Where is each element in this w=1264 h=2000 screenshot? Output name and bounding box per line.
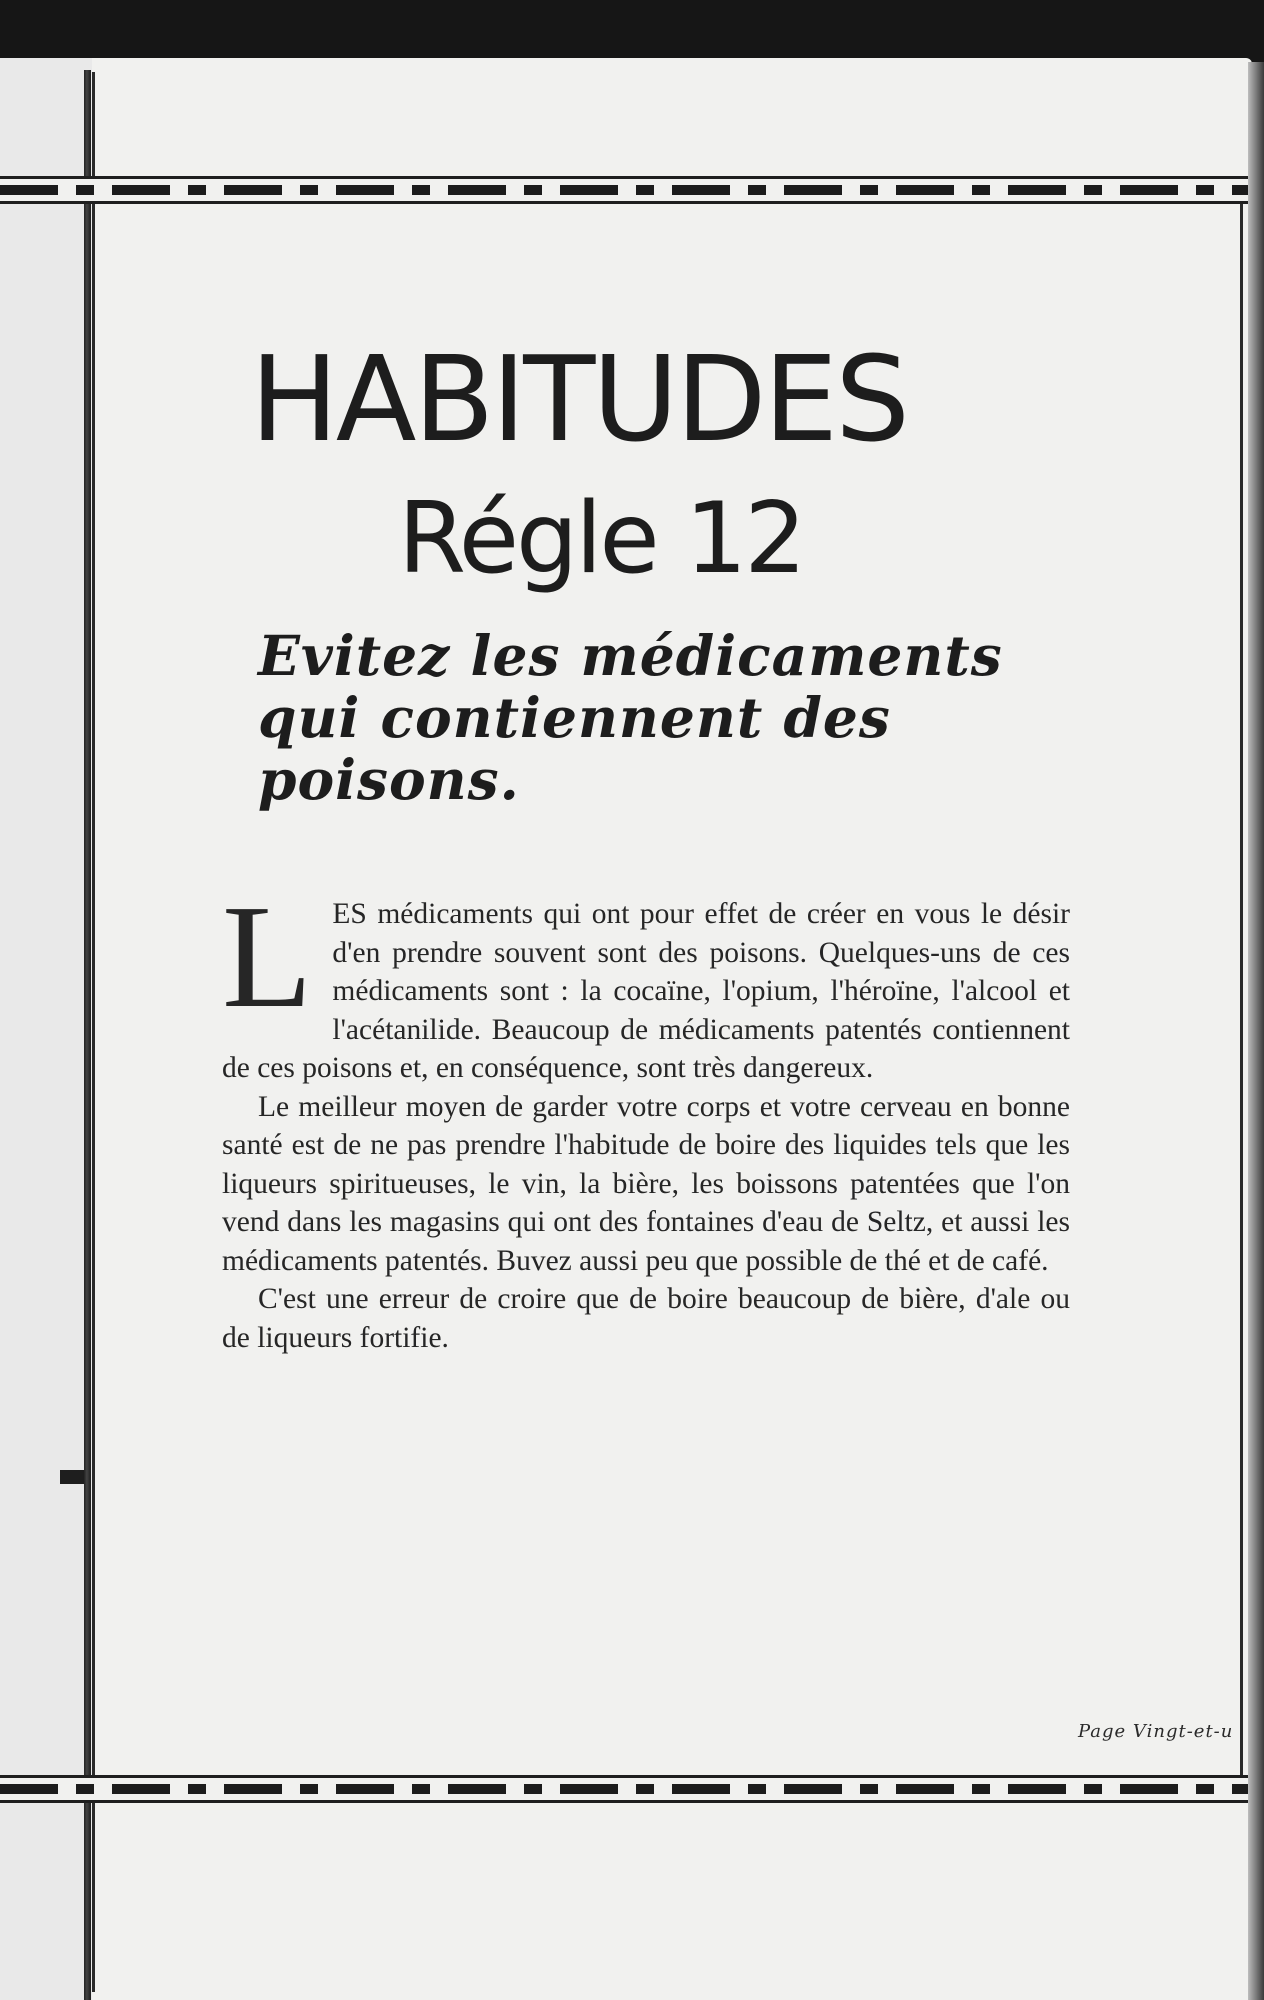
paragraph-3: C'est une erreur de croire que de boire beaucoup de bière, d'ale ou de liqueurs fortifie. xyxy=(222,1283,1070,1354)
rule-number: Régle 12 xyxy=(398,482,804,596)
top-border-pattern xyxy=(0,185,1248,195)
top-decorative-border xyxy=(0,176,1248,204)
left-border-rule xyxy=(92,72,95,1992)
spine-mark xyxy=(60,1470,84,1484)
paragraph-1-text: ES médicaments qui ont pour effet de créer en vous le désir d'en prendre souvent sont des poisons. Quelques-uns de ces médicaments sont : la cocaïne, l'opium, l'héroïne, l'alcool et l'acétanilide. Beaucoup de médicaments patentés contiennent de ces poisons et, en conséquence, sont très dangereux. xyxy=(222,898,1070,1084)
bottom-border-pattern xyxy=(0,1784,1248,1794)
book-spine xyxy=(84,70,91,2000)
paragraph-1 xyxy=(222,875,1070,1088)
left-page-edge xyxy=(0,58,92,2000)
motto-heading: Evitez les médicaments qui contiennent des poisons. xyxy=(258,623,1003,812)
paragraph-2: Le meilleur moyen de garder votre corps et votre cerveau en bonne santé est de ne pas prendre l'habitude de boire des liquides tels que les liqueurs spiritueuses, le vin, la bière, les boissons patentées que l'on vend dans les magasins qui ont des fontaines d'eau de Seltz, et aussi les médicaments patentés. Buvez aussi peu que possible de thé et de café. xyxy=(222,1090,1070,1277)
page-number: Page Vingt-et-u xyxy=(1078,1721,1234,1742)
page-title: HABITUDES xyxy=(250,330,907,468)
scan-background xyxy=(0,0,1264,62)
drop-cap: L xyxy=(222,875,313,1039)
right-border-rule xyxy=(1240,190,1243,1790)
article-body xyxy=(222,875,1070,1357)
page-right-edge xyxy=(1248,62,1264,2000)
bottom-decorative-border xyxy=(0,1775,1248,1803)
